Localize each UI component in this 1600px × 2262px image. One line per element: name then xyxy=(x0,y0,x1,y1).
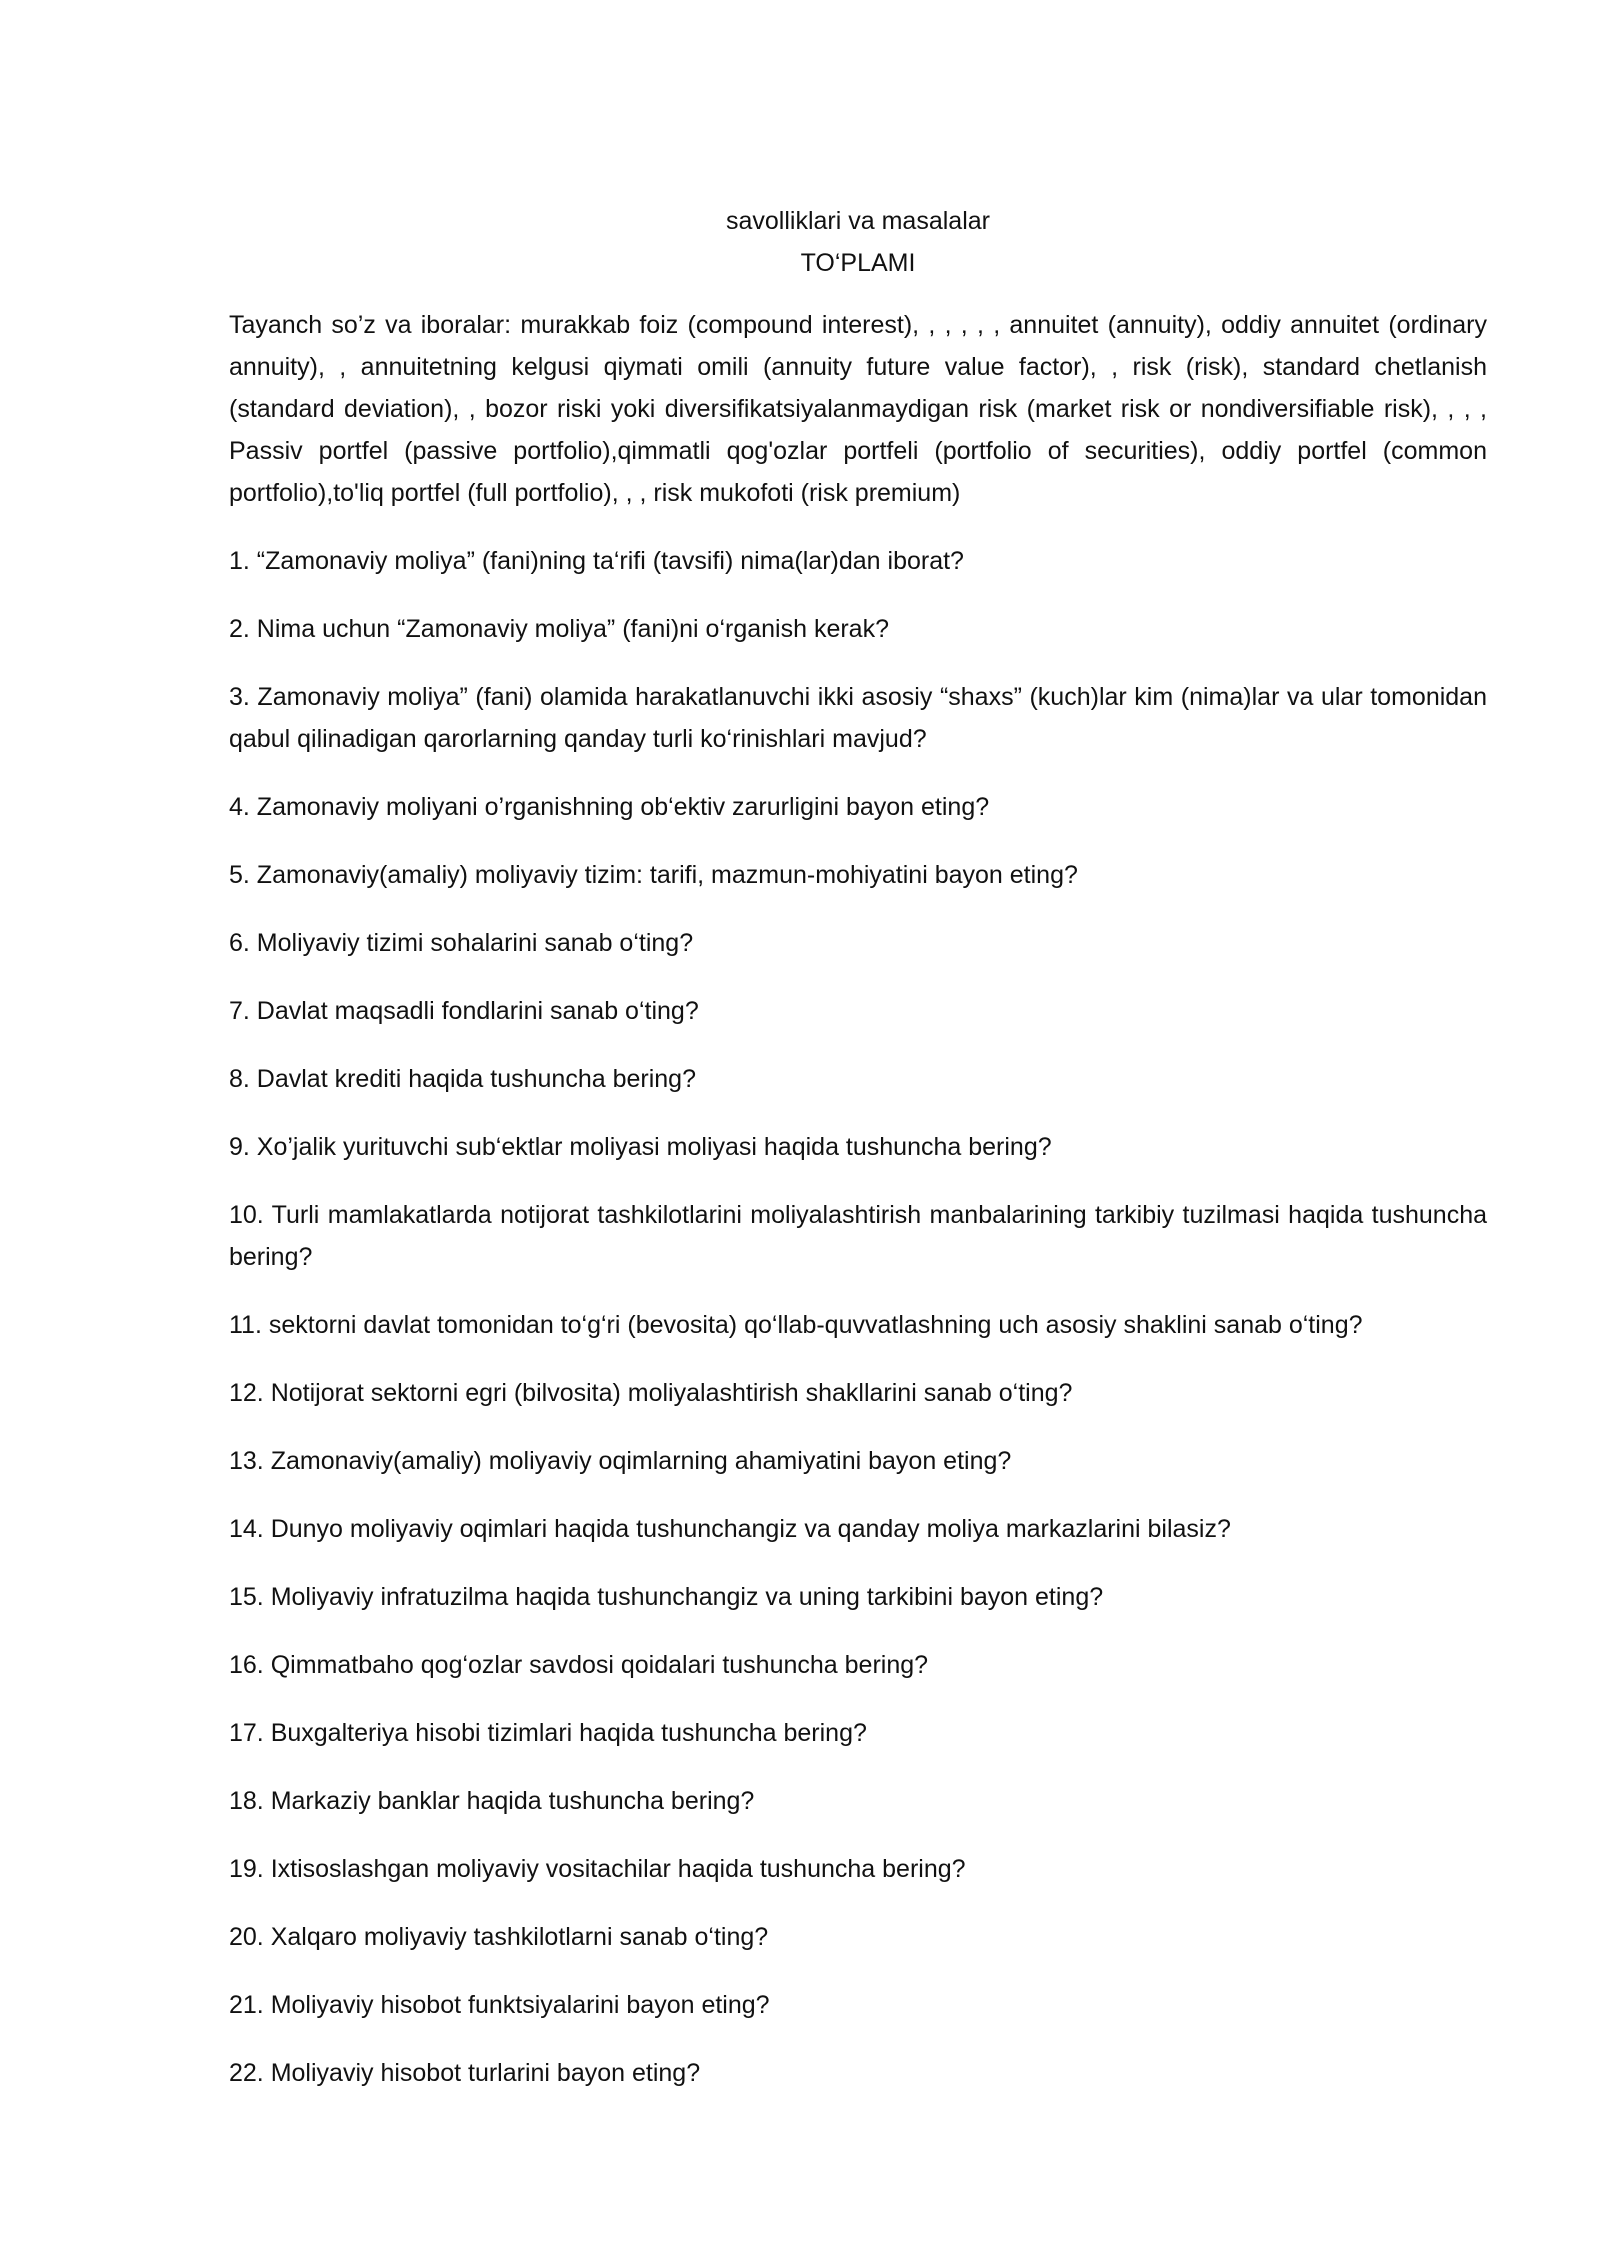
question-item: 22. Moliyaviy hisobot turlarini bayon eting? xyxy=(229,2059,701,2087)
question-item: 20. Xalqaro moliyaviy tashkilotlarni sanab o‘ting? xyxy=(229,1923,769,1951)
question-item: 4. Zamonaviy moliyani o’rganishning ob‘ektiv zarurligini bayon eting? xyxy=(229,793,990,821)
keywords-paragraph: Tayanch so’z va iboralar: murakkab foiz (compound interest), , , , , , annuitet (annuity), oddiy annuitet (ordinary annuity), , annuitetning kelgusi qiymati omili (annuity future value factor), , risk (risk), standard chetlanish (standard deviation), , bozor riski yoki diversifikatsiyalanmaydigan risk (market risk or nondiversifiable risk), , , , Passiv portfel (passive portfolio),qimmatli qog'ozlar portfeli (portfolio of securities), oddiy portfel (common portfolio),to'liq portfel (full portfolio), , , risk mukofoti (risk premium) xyxy=(229,311,1487,507)
question-item: 11. sektorni davlat tomonidan to‘g‘ri (bevosita) qo‘llab-quvvatlashning uch asosiy shaklini sanab o‘ting? xyxy=(229,1311,1363,1339)
questions-list xyxy=(229,540,1487,2094)
question-item: 2. Nima uchun “Zamonaviy moliya” (fani)ni o‘rganish kerak? xyxy=(229,615,889,643)
question-item: 18. Markaziy banklar haqida tushuncha bering? xyxy=(229,1787,755,1815)
question-item: 7. Davlat maqsadli fondlarini sanab o‘ting? xyxy=(229,997,699,1025)
document-title: TO‘PLAMI xyxy=(800,249,916,277)
question-item: 14. Dunyo moliyaviy oqimlari haqida tushunchangiz va qanday moliya markazlarini bilasiz? xyxy=(229,1515,1231,1543)
question-item: 19. Ixtisoslashgan moliyaviy vositachilar haqida tushuncha bering? xyxy=(229,1855,966,1883)
question-item: 6. Moliyaviy tizimi sohalarini sanab o‘ting? xyxy=(229,929,694,957)
question-item: 16. Qimmatbaho qog‘ozlar savdosi qoidalari tushuncha bering? xyxy=(229,1651,929,1679)
document-page xyxy=(229,200,1487,2120)
question-item: 10. Turli mamlakatlarda notijorat tashkilotlarini moliyalashtirish manbalarining tarkibiy tuzilmasi haqida tushuncha bering? xyxy=(229,1201,1487,1271)
question-item: 17. Buxgalteriya hisobi tizimlari haqida tushuncha bering? xyxy=(229,1719,867,1747)
question-item: 13. Zamonaviy(amaliy) moliyaviy oqimlarning ahamiyatini bayon eting? xyxy=(229,1447,1012,1475)
question-item: 1. “Zamonaviy moliya” (fani)ning ta‘rifi (tavsifi) nima(lar)dan iborat? xyxy=(229,547,964,575)
question-item: 8. Davlat krediti haqida tushuncha bering? xyxy=(229,1065,696,1093)
question-item: 5. Zamonaviy(amaliy) moliyaviy tizim: tarifi, mazmun-mohiyatini bayon eting? xyxy=(229,861,1078,889)
question-item: 21. Moliyaviy hisobot funktsiyalarini bayon eting? xyxy=(229,1991,770,2019)
question-item: 3. Zamonaviy moliya” (fani) olamida harakatlanuvchi ikki asosiy “shaxs” (kuch)lar kim (nima)lar va ular tomonidan qabul qilinadigan qarorlarning qanday turli ko‘rinishlari mavjud? xyxy=(229,683,1487,753)
document-subtitle: savolliklari va masalalar xyxy=(726,207,990,235)
question-item: 12. Notijorat sektorni egri (bilvosita) moliyalashtirish shakllarini sanab o‘ting? xyxy=(229,1379,1073,1407)
question-item: 15. Moliyaviy infratuzilma haqida tushunchangiz va uning tarkibini bayon eting? xyxy=(229,1583,1104,1611)
question-item: 9. Xo’jalik yurituvchi sub‘ektlar moliyasi moliyasi haqida tushuncha bering? xyxy=(229,1133,1052,1161)
